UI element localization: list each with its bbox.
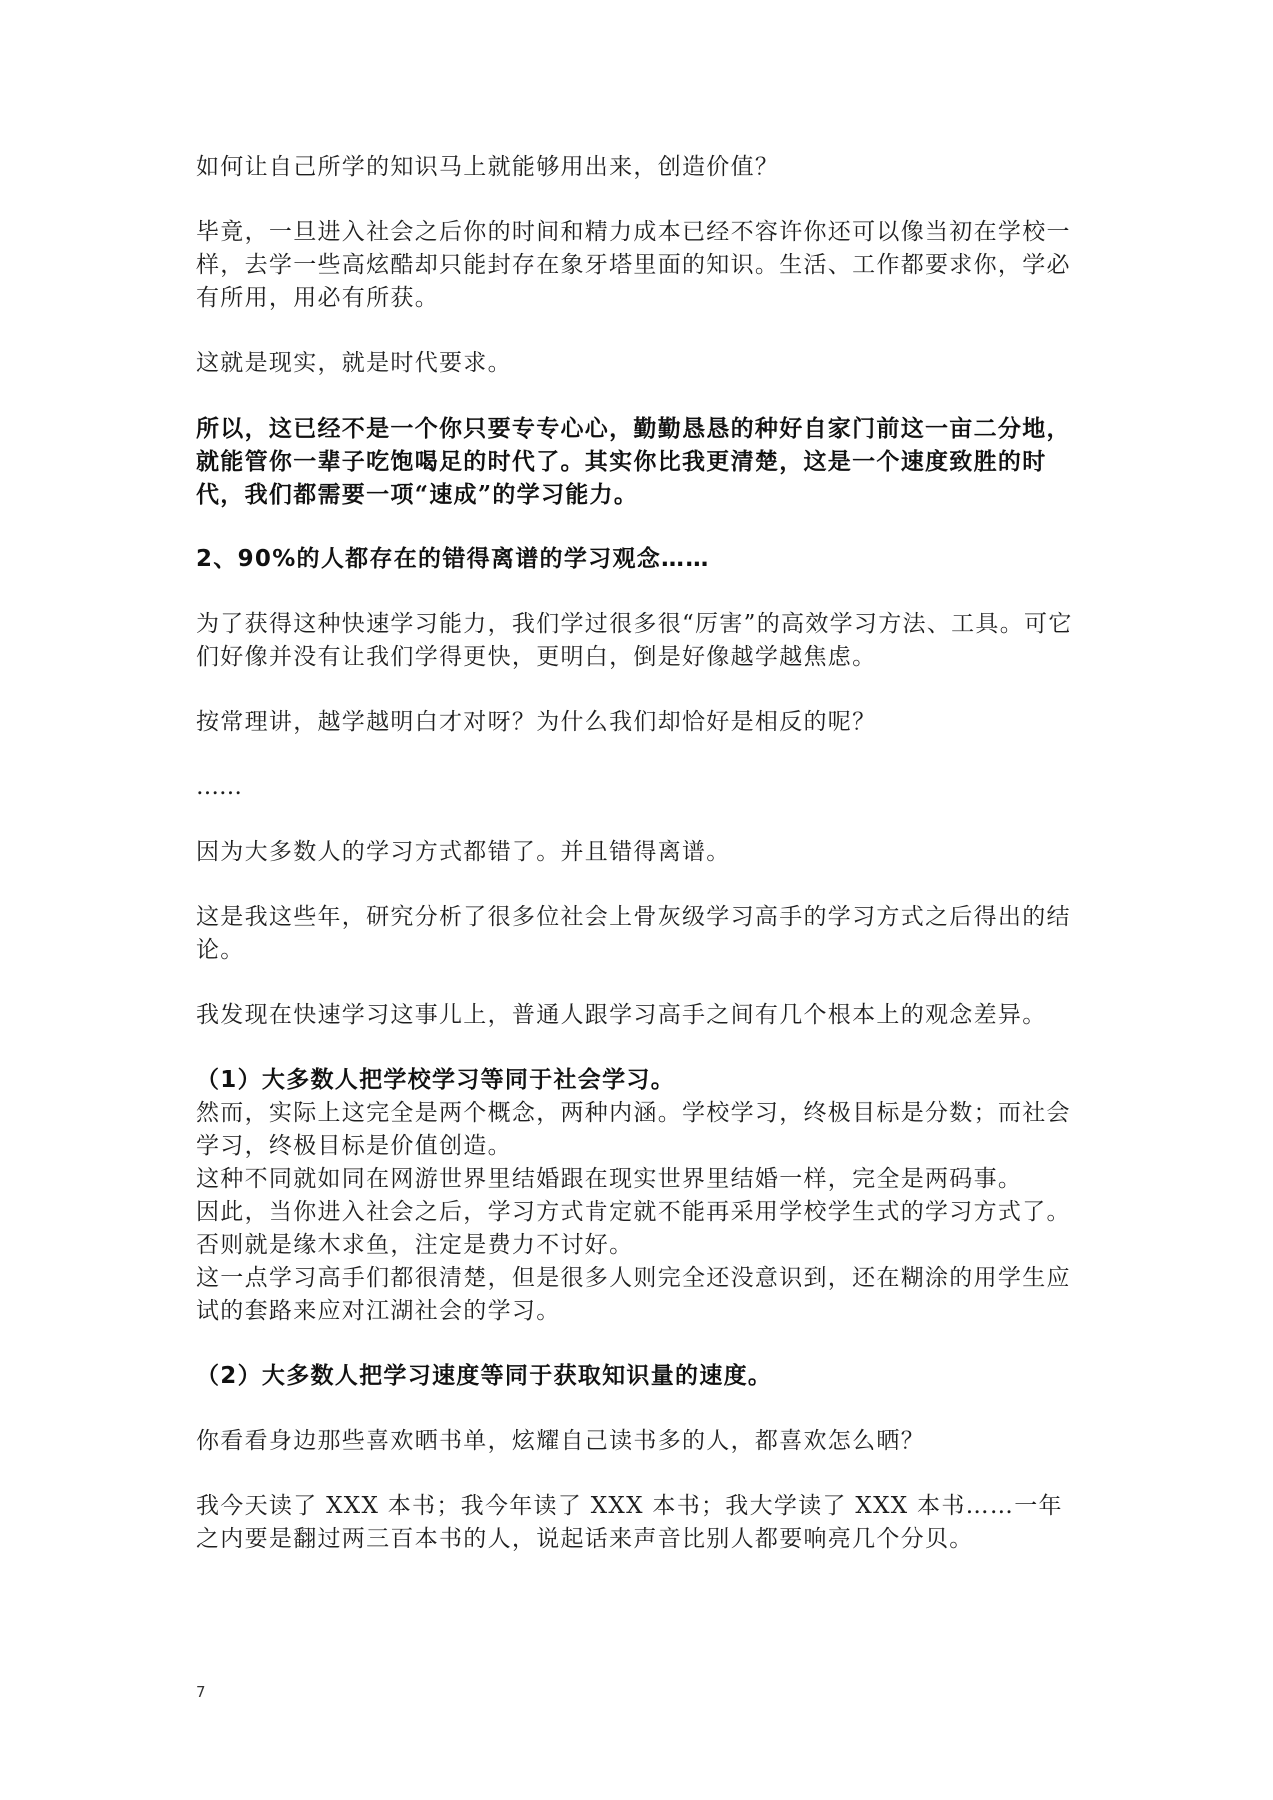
subheading-2: （2）大多数人把学习速度等同于获取知识量的速度。 bbox=[196, 1363, 773, 1389]
paragraph-reality: 这就是现实，就是时代要求。 bbox=[196, 350, 512, 376]
paragraph-methods: 为了获得这种快速学习能力，我们学过很多很“厉害”的高效学习方法、工具。可它们好像并没有让我们学得更快，更明白，倒是好像越学越焦虑。 bbox=[196, 611, 1073, 670]
paragraph-wrong-way: 因为大多数人的学习方式都错了。并且错得离谱。 bbox=[196, 839, 731, 865]
section-heading-2: 2、90%的人都存在的错得离谱的学习观念…… bbox=[196, 546, 710, 572]
paragraph-experts-know: 这一点学习高手们都很清楚，但是很多人则完全还没意识到，还在糊涂的用学生应试的套路来应对江湖社会的学习。 bbox=[196, 1265, 1071, 1324]
paragraph-read-count: 我今天读了 XXX 本书；我今年读了 XXX 本书；我大学读了 XXX 本书……一年之内要是翻过两三百本书的人，说起话来声音比别人都要响亮几个分贝。 bbox=[196, 1493, 1063, 1552]
page-content bbox=[196, 151, 1086, 1588]
paragraph-ellipsis: …… bbox=[196, 774, 242, 800]
paragraph-therefore: 因此，当你进入社会之后，学习方式肯定就不能再采用学校学生式的学习方式了。否则就是缘木求鱼，注定是费力不讨好。 bbox=[196, 1199, 1071, 1258]
paragraph-two-concepts: 然而，实际上这完全是两个概念，两种内涵。学校学习，终极目标是分数；而社会学习，终极目标是价值创造。 bbox=[196, 1100, 1071, 1159]
paragraph-research: 这是我这些年，研究分析了很多位社会上骨灰级学习高手的学习方式之后得出的结论。 bbox=[196, 904, 1071, 963]
paragraph-question: 如何让自己所学的知识马上就能够用出来，创造价值？ bbox=[196, 154, 780, 180]
paragraph-speed-era: 所以，这已经不是一个你只要专专心心，勤勤恳恳的种好自家门前这一亩二分地，就能管你一辈子吃饱喝足的时代了。其实你比我更清楚，这是一个速度致胜的时代，我们都需要一项“速成”的学习能力。 bbox=[196, 415, 1071, 508]
paragraph-common-sense: 按常理讲，越学越明白才对呀？为什么我们却恰好是相反的呢？ bbox=[196, 709, 877, 735]
page-number: 7 bbox=[196, 1683, 206, 1701]
paragraph-book-lists: 你看看身边那些喜欢晒书单，炫耀自己读书多的人，都喜欢怎么晒？ bbox=[196, 1428, 925, 1454]
paragraph-differences: 我发现在快速学习这事儿上，普通人跟学习高手之间有几个根本上的观念差异。 bbox=[196, 1002, 1047, 1028]
subheading-1: （1）大多数人把学校学习等同于社会学习。 bbox=[196, 1067, 676, 1093]
paragraph-game-analogy: 这种不同就如同在网游世界里结婚跟在现实世界里结婚一样，完全是两码事。 bbox=[196, 1166, 1023, 1192]
paragraph-after-society: 毕竟，一旦进入社会之后你的时间和精力成本已经不容许你还可以像当初在学校一样，去学一些高炫酷却只能封存在象牙塔里面的知识。生活、工作都要求你，学必有所用，用必有所获。 bbox=[196, 219, 1071, 311]
